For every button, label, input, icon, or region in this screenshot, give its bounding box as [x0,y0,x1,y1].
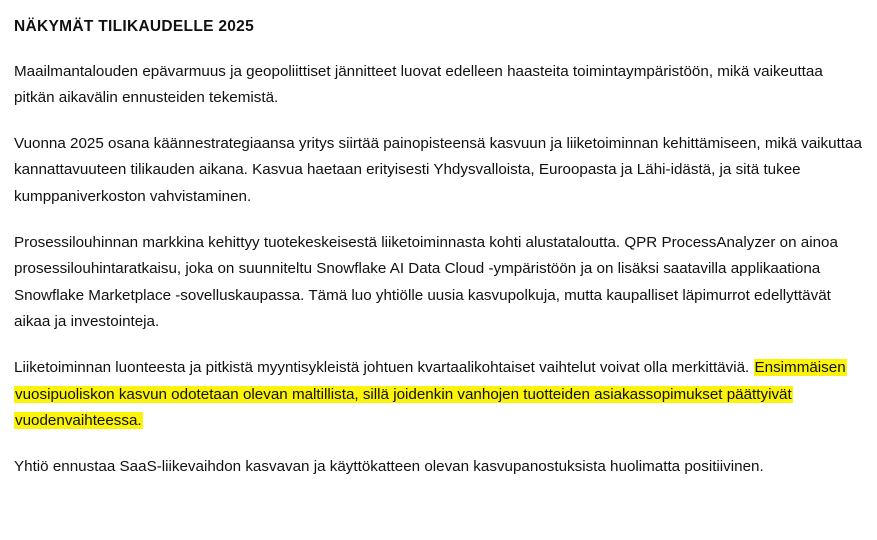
paragraph-growth-strategy: Vuonna 2025 osana käännestrategiaansa yritys siirtää painopisteensä kasvuun ja liiketoiminnan kehittämiseen, mikä vaikuttaa kannattavuuteen tilikauden aikana. Kasvua haetaan erityisesti Yhdysvalloista, Euroopasta ja Lähi-idästä, ja sitä tukee kumppaniverkoston vahvistaminen. [14,135,862,205]
paragraph-saas-forecast: Yhtiö ennustaa SaaS-liikevaihdon kasvavan ja käyttökatteen olevan kasvupanostuksista huolimatta positiivinen. [14,458,764,476]
paragraph-quarterly-variation-lead: Liiketoiminnan luonteesta ja pitkistä myyntisykleistä johtuen kvartaalikohtaiset vaihtelut voivat olla merkittäviä. [14,359,754,377]
page-title: NÄKYMÄT TILIKAUDELLE 2025 [14,18,255,35]
paragraph-quarterly-variation [14,355,863,434]
highlighted-sentence: Ensimmäisen vuosipuoliskon kasvun odotetaan olevan maltillista, sillä joidenkin vanhojen tuotteiden asiakassopimukset päättyivät vuodenvaihteessa. [15,359,846,429]
paragraph-outlook-uncertainty: Maailmantalouden epävarmuus ja geopoliittiset jännitteet luovat edelleen haasteita toimintaympäristöön, mikä vaikeuttaa pitkän aikavälin ennusteiden tekemistä. [14,62,823,106]
paragraph-process-mining-market: Prosessilouhinnan markkina kehittyy tuotekeskeisestä liiketoiminnasta kohti alustataloutta. QPR ProcessAnalyzer on ainoa prosessilouhintaratkaisu, joka on suunniteltu Snowflake AI Data Cloud -ympäristöön ja on lisäksi saatavilla applikaationa Snowflake Marketplace -sovelluskaupassa. Tämä luo yhtiölle uusia kasvupolkuja, mutta kaupalliset läpimurrot edellyttävät aikaa ja investointeja. [14,234,838,330]
